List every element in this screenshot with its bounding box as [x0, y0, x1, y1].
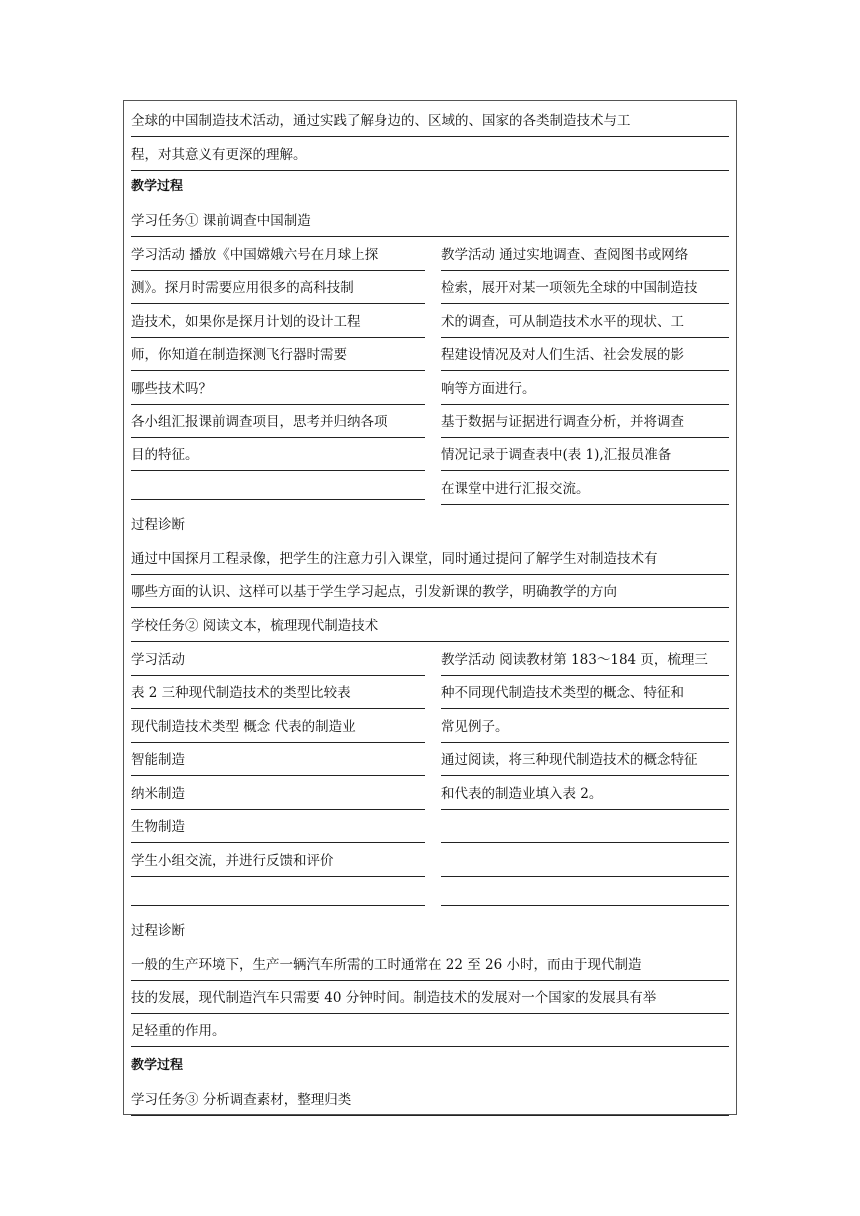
s2-right-line	[441, 846, 729, 877]
s1-right-line: 响等方面进行。	[441, 374, 729, 405]
s1-left-line	[131, 469, 425, 500]
s2-right-line	[441, 812, 729, 843]
s2-left-line table-header: 现代制造技术类型 概念 代表的制造业	[131, 712, 425, 743]
s1-right-line: 基于数据与证据进行调查分析，并将调查	[441, 407, 729, 438]
diagnosis-2-line: 一般的生产环境下，生产一辆汽车所需的工时通常在 22 至 26 小时，而由于现代制造	[131, 950, 729, 981]
s2-right-line: 种不同现代制造技术类型的概念、特征和	[441, 678, 729, 709]
diagnosis-1-line: 通过中国探月工程录像，把学生的注意力引入课堂，同时通过提问了解学生对制造技术有	[131, 544, 729, 575]
s2-left-line: 学生小组交流，并进行反馈和评价	[131, 846, 425, 877]
s1-left-line: 测》。探月时需要应用很多的高科技制	[131, 273, 425, 304]
s2-right-line: 常见例子。	[441, 712, 729, 743]
s2-left-line: 纳米制造	[131, 779, 425, 810]
s1-left-line: 各小组汇报课前调查项目，思考并归纳各项	[131, 407, 425, 438]
s2-right-line: 通过阅读，将三种现代制造技术的概念特征	[441, 745, 729, 776]
diagnosis-2-line: 技的发展，现代制造汽车只需要 40 分钟时间。制造技术的发展对一个国家的发展具有举	[131, 983, 729, 1014]
s1-right-line: 程建设情况及对人们生活、社会发展的影	[441, 340, 729, 371]
learning-task-1: 学习任务① 课前调查中国制造	[131, 206, 729, 237]
section-heading-teaching-process-2: 教学过程	[131, 1058, 184, 1073]
s2-right-line	[441, 875, 729, 906]
s2-right-line: 和代表的制造业填入表 2。	[441, 779, 729, 810]
diagnosis-1-line: 哪些方面的认识、这样可以基于学生学习起点，引发新课的教学，明确教学的方向	[131, 577, 729, 608]
s1-left-line: 哪些技术吗？	[131, 374, 425, 405]
s1-right-line: 检索，展开对某一项领先全球的中国制造技	[441, 273, 729, 304]
s1-right-line: 在课堂中进行汇报交流。	[441, 474, 729, 505]
s1-right-line: 术的调查，可从制造技术水平的现状、工	[441, 307, 729, 338]
intro-line-2: 程，对其意义有更深的理解。	[131, 140, 729, 171]
s1-left-line: 师，你知道在制造探测飞行器时需要	[131, 340, 425, 371]
s1-right-line: 教学活动 通过实地调查、查阅图书或网络	[441, 240, 729, 271]
s2-left-line: 生物制造	[131, 812, 425, 843]
s2-left-line: 智能制造	[131, 745, 425, 776]
learning-task-3: 学习任务③ 分析调查素材，整理归类	[131, 1085, 729, 1116]
s2-left-line table-caption: 表 2 三种现代制造技术的类型比较表	[131, 678, 425, 709]
s2-right-line: 教学活动 阅读教材第 183～184 页，梳理三	[441, 645, 729, 676]
diagnosis-label-1: 过程诊断	[131, 517, 185, 533]
s1-right-line: 情况记录于调查表中(表 1),汇报员准备	[441, 440, 729, 471]
section-heading-teaching-process: 教学过程	[131, 179, 184, 194]
s2-left-line: 学习活动	[131, 645, 425, 676]
intro-line-1: 全球的中国制造技术活动，通过实践了解身边的、区域的、国家的各类制造技术与工	[131, 106, 729, 137]
diagnosis-label-2: 过程诊断	[131, 923, 185, 939]
s1-left-line: 目的特征。	[131, 440, 425, 471]
learning-task-2: 学校任务② 阅读文本，梳理现代制造技术	[131, 611, 729, 642]
s1-left-line: 学习活动 播放《中国嫦娥六号在月球上探	[131, 240, 425, 271]
s1-left-line: 造技术，如果你是探月计划的设计工程	[131, 307, 425, 338]
diagnosis-2-line: 足轻重的作用。	[131, 1016, 729, 1047]
s2-left-line	[131, 875, 425, 906]
